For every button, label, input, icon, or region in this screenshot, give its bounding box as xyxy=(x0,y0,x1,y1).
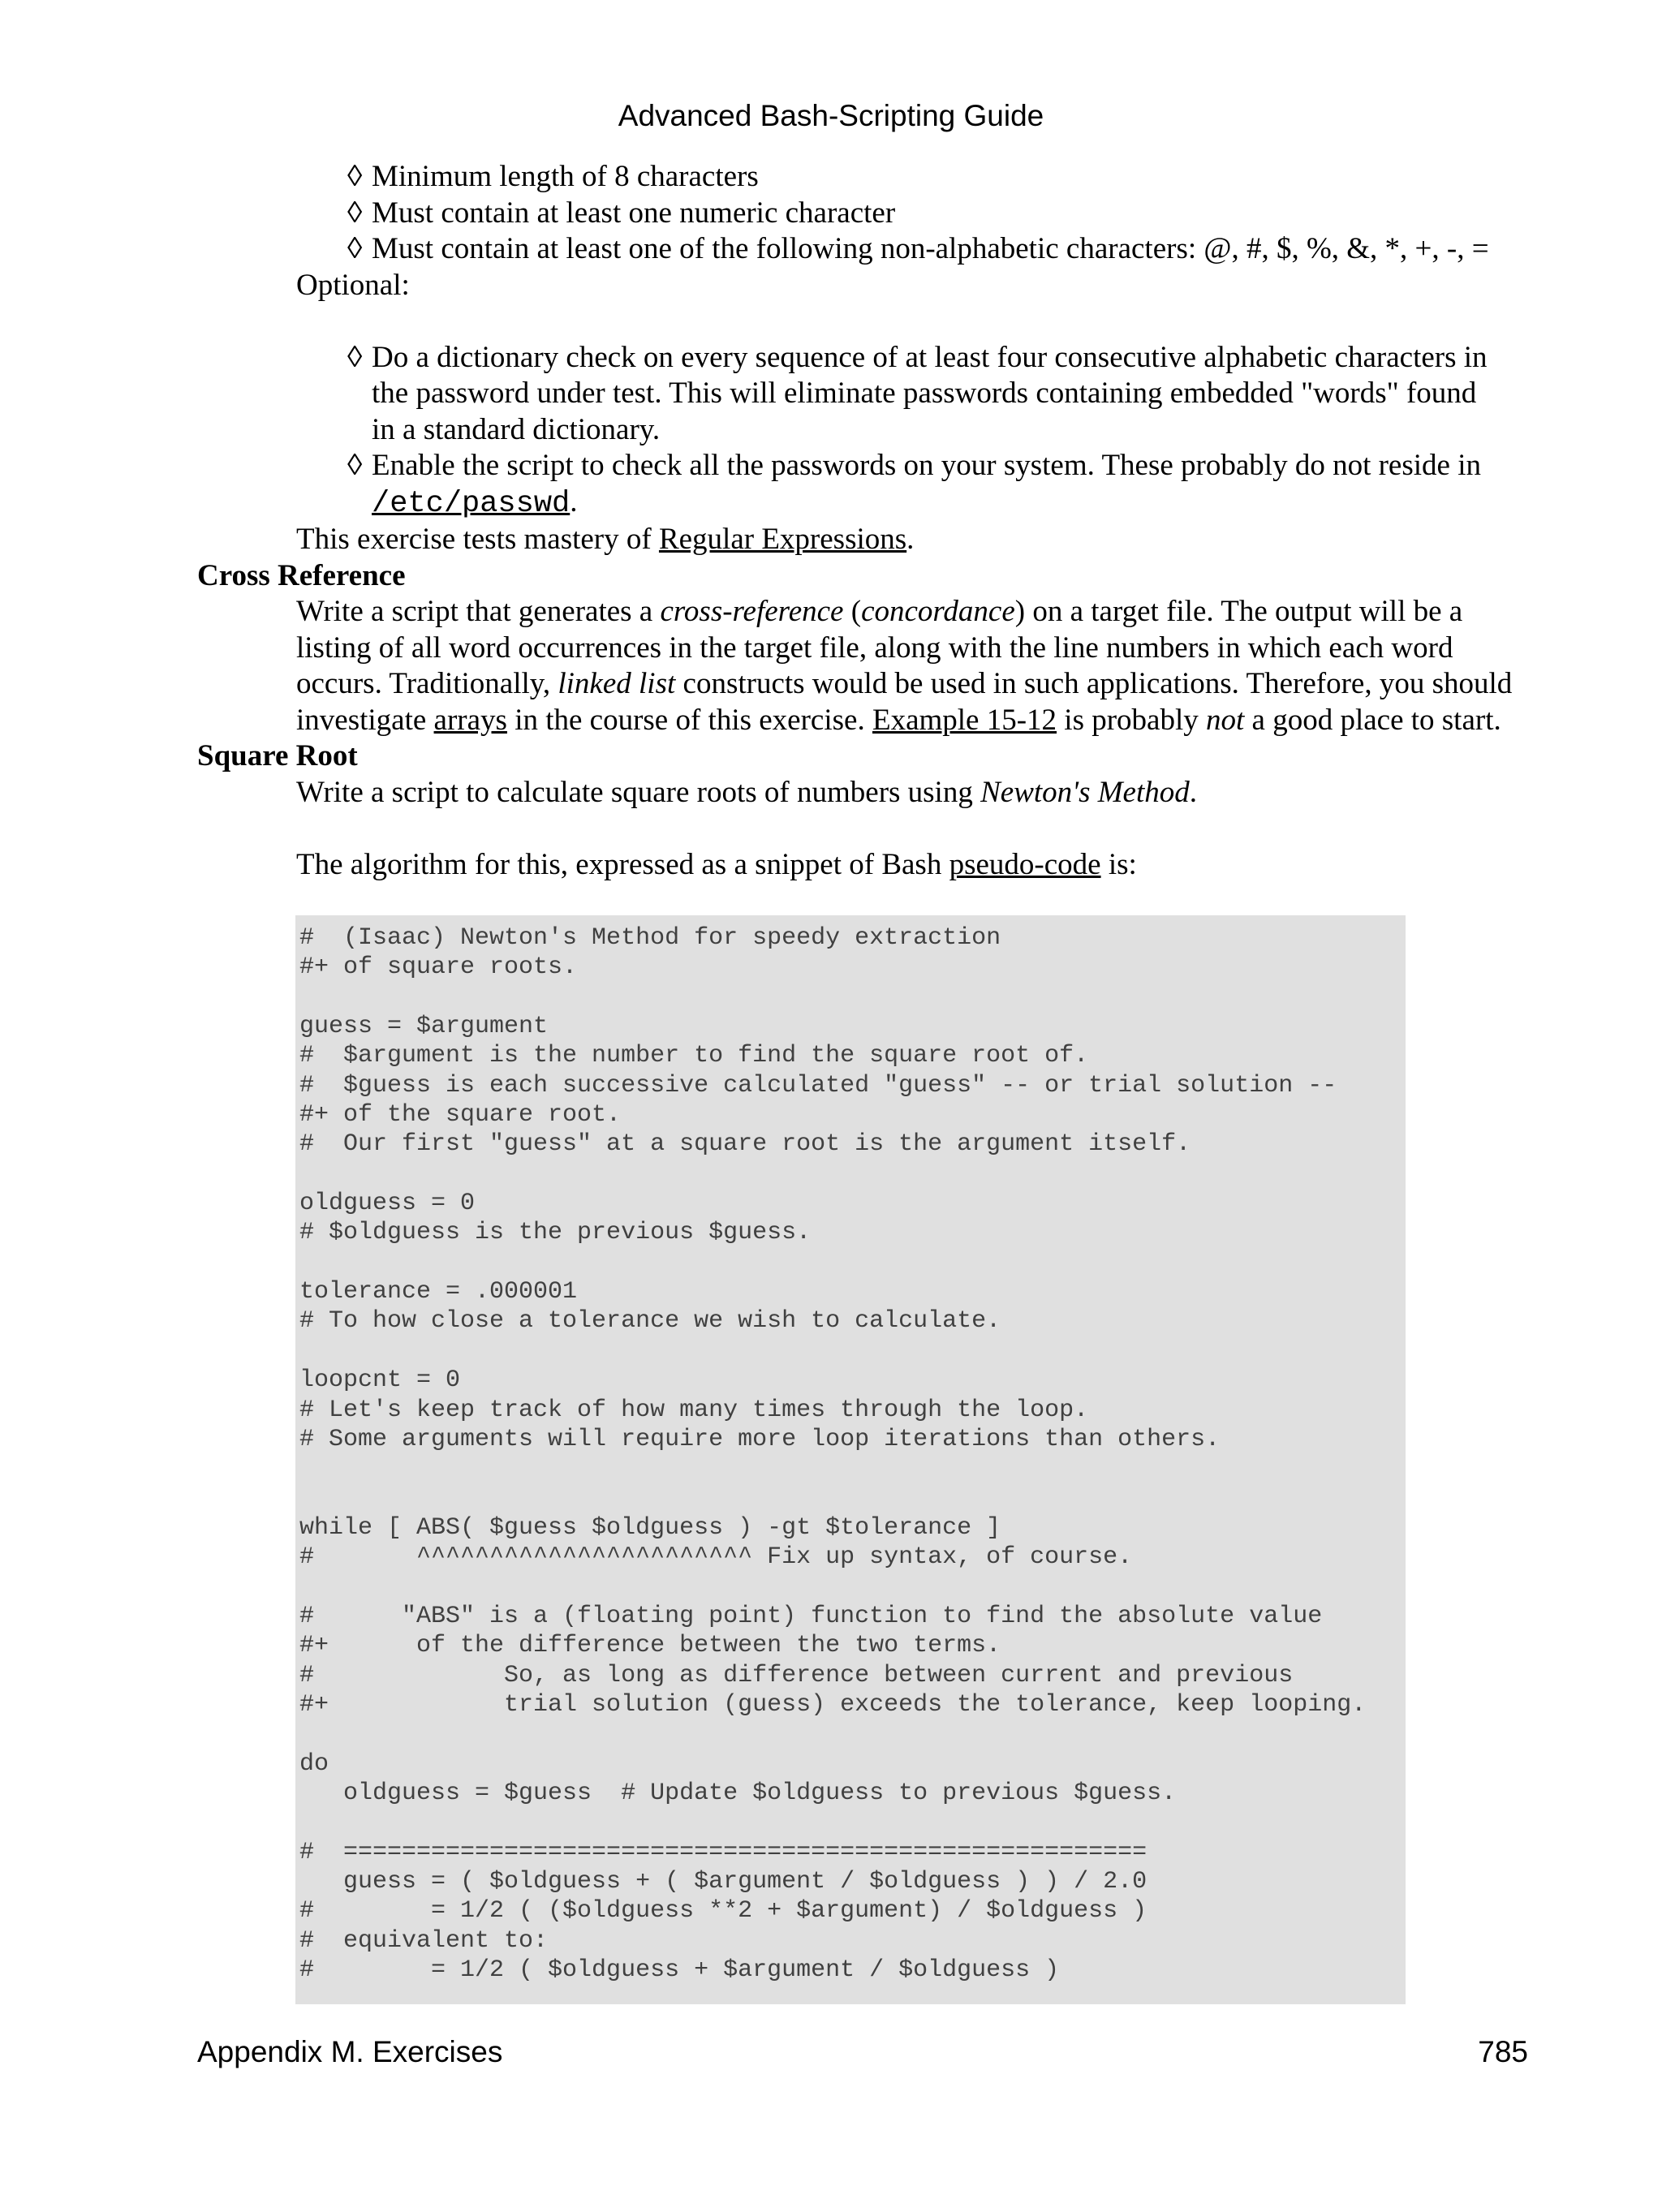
requirement-text: Must contain at least one numeric character xyxy=(372,196,896,230)
requirement-text: Minimum length of 8 characters xyxy=(372,160,759,193)
code-line: # equivalent to: xyxy=(299,1926,549,1955)
text: . xyxy=(1189,775,1197,809)
text: ( xyxy=(843,595,862,628)
italic-text: concordance xyxy=(861,595,1015,628)
code-line: # Let's keep track of how many times through the loop. xyxy=(299,1396,1089,1424)
diamond-bullet-icon: ◊ xyxy=(347,449,363,482)
regular-expressions-link[interactable]: Regular Expressions xyxy=(658,523,907,556)
code-line xyxy=(299,1719,1406,1749)
code-line: # So, as long as difference between current and previous xyxy=(299,1661,1294,1689)
footer-section: Appendix M. Exercises xyxy=(197,2035,503,2068)
code-line: do xyxy=(299,1749,329,1778)
mastery-suffix: . xyxy=(906,523,915,556)
spacer xyxy=(197,303,1536,340)
code-line: #+ trial solution (guess) exceeds the tolerance, keep looping. xyxy=(299,1690,1367,1719)
optional-item xyxy=(347,448,1536,522)
square-root-definition xyxy=(296,775,1536,884)
code-line: # "ABS" is a (floating point) function to find the absolute value xyxy=(299,1602,1323,1630)
requirement-text: Must contain at least one of the following non-alphabetic characters: @, #, $, %, &, *, +, -, = xyxy=(372,232,1489,265)
code-line xyxy=(299,983,1406,1012)
text: is: xyxy=(1100,847,1137,881)
text: The algorithm for this, expressed as a snippet of Bash xyxy=(296,847,949,881)
optional-text-line: in a standard dictionary. xyxy=(372,412,661,446)
definition-line xyxy=(296,775,1536,811)
diamond-bullet-icon: ◊ xyxy=(347,232,363,265)
code-line xyxy=(299,1573,1406,1602)
definition-line xyxy=(296,594,1536,630)
text: Write a script that generates a xyxy=(296,595,661,628)
definition-line xyxy=(296,703,1536,739)
code-line xyxy=(299,1454,1406,1483)
example-15-12-link[interactable]: Example 15-12 xyxy=(872,703,1057,737)
mastery-line xyxy=(296,522,1536,558)
optional-item xyxy=(347,340,1536,449)
text: Write a script to calculate square roots of numbers using xyxy=(296,775,981,809)
definition-line xyxy=(296,847,1536,884)
code-line: # ======================================================= xyxy=(299,1838,1147,1866)
optional-text-line: the password under test. This will eliminate passwords containing embedded "words" found xyxy=(372,377,1477,410)
text: is probably xyxy=(1057,703,1206,737)
code-line xyxy=(299,1808,1406,1837)
pseudo-code-link[interactable]: pseudo-code xyxy=(949,847,1101,881)
code-line: # Some arguments will require more loop iterations than others. xyxy=(299,1425,1221,1453)
text: in the course of this exercise. xyxy=(506,703,872,737)
definition-line: listing of all word occurrences in the target file, along with the line numbers in which each word xyxy=(296,630,1453,665)
code-line xyxy=(299,1248,1406,1277)
italic-text: linked list xyxy=(558,667,676,700)
text: constructs would be used in such applications. Therefore, you should xyxy=(675,667,1513,700)
optional-label: Optional: xyxy=(296,268,410,302)
code-line: #+ of the difference between the two terms. xyxy=(299,1632,1001,1660)
code-line: # $argument is the number to find the square root of. xyxy=(299,1042,1089,1070)
code-line: #+ of square roots. xyxy=(299,953,578,982)
requirement-item xyxy=(347,196,1536,232)
code-line: # (Isaac) Newton's Method for speedy extraction xyxy=(299,924,1001,952)
text: ) on a target file. The output will be a xyxy=(1014,595,1463,628)
italic-text: Newton's Method xyxy=(980,775,1190,809)
code-line xyxy=(299,1484,1406,1513)
passwd-path-link[interactable]: /etc/passwd xyxy=(372,486,571,521)
code-line: while [ ABS( $guess $oldguess ) -gt $tolerance ] xyxy=(299,1513,1001,1542)
requirement-item xyxy=(347,231,1536,268)
page-content xyxy=(197,159,1536,883)
code-line: # = 1/2 ( ($oldguess **2 + $argument) / $oldguess ) xyxy=(299,1897,1147,1926)
running-header: Advanced Bash-Scripting Guide xyxy=(618,99,1044,132)
page-number: 785 xyxy=(1478,2035,1528,2068)
code-line: # $oldguess is the previous $guess. xyxy=(299,1219,812,1247)
optional-text-line: Enable the script to check all the passwords on your system. These probably do not reside in xyxy=(372,449,1481,482)
definition-line xyxy=(296,666,1536,703)
code-line xyxy=(299,1336,1406,1366)
text: investigate xyxy=(296,703,434,737)
code-line: #+ of the square root. xyxy=(299,1101,622,1130)
text: a good place to start. xyxy=(1244,703,1501,737)
code-line: # To how close a tolerance we wish to calculate. xyxy=(299,1307,1001,1336)
code-line: oldguess = $guess # Update $oldguess to previous $guess. xyxy=(299,1779,1177,1807)
code-line: # $guess is each successive calculated "guess" -- or trial solution -- xyxy=(299,1071,1337,1100)
code-line: # ^^^^^^^^^^^^^^^^^^^^^^^ Fix up syntax, of course. xyxy=(299,1543,1133,1572)
arrays-link[interactable]: arrays xyxy=(433,703,507,737)
diamond-bullet-icon: ◊ xyxy=(347,160,363,193)
code-line xyxy=(299,1160,1406,1189)
code-line: loopcnt = 0 xyxy=(299,1366,461,1395)
code-line: # Our first "guess" at a square root is the argument itself. xyxy=(299,1130,1191,1159)
cross-reference-definition xyxy=(296,594,1536,738)
diamond-bullet-icon: ◊ xyxy=(347,196,363,230)
code-line: oldguess = 0 xyxy=(299,1190,476,1218)
requirement-item xyxy=(347,159,1536,196)
italic-text: cross-reference xyxy=(660,595,844,628)
spacer xyxy=(296,811,1536,847)
period: . xyxy=(570,484,578,519)
code-line: tolerance = .000001 xyxy=(299,1278,578,1306)
code-line: # = 1/2 ( $oldguess + $argument / $oldguess ) xyxy=(299,1956,1060,1985)
code-listing xyxy=(295,915,1406,2004)
diamond-bullet-icon: ◊ xyxy=(347,340,363,374)
optional-text-line: Do a dictionary check on every sequence of at least four consecutive alphabetic characters in xyxy=(372,340,1488,374)
cross-reference-term: Cross Reference xyxy=(197,558,406,592)
text: occurs. Traditionally, xyxy=(296,667,558,700)
code-line: guess = ( $oldguess + ( $argument / $oldguess ) ) / 2.0 xyxy=(299,1868,1147,1896)
optional-text-line xyxy=(372,484,1536,523)
square-root-term: Square Root xyxy=(197,739,358,772)
italic-text: not xyxy=(1206,703,1245,737)
mastery-prefix: This exercise tests mastery of xyxy=(296,523,659,556)
code-line: guess = $argument xyxy=(299,1013,549,1041)
